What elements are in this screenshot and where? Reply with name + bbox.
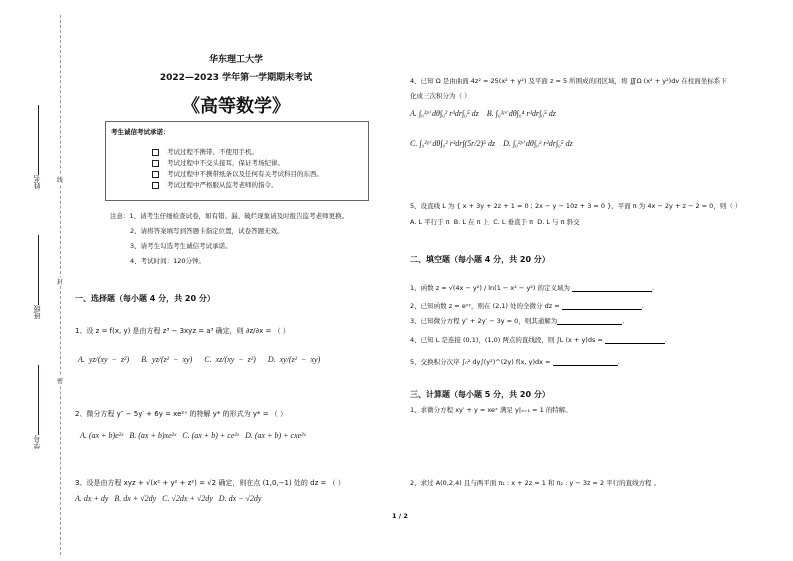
q5-option-c: C. L 垂直于 π	[493, 218, 534, 226]
note-2: 2、请将答案填写到答题卡指定位置，试卷答题无效。	[130, 227, 284, 235]
fill-text: 5、交换积分次序 ∫₀² dy∫(y²)^(2y) f(x, y)dx =	[410, 358, 551, 366]
q2-option-b: B. (ax + b)xe²ˣ	[129, 431, 177, 440]
fill-text: 3、已知微分方程 y″ + 2y′ − 3y = 0，则其通解为	[410, 317, 558, 325]
q1-option-b: B. yz/(z² − xy)	[141, 355, 193, 364]
q5-option-b: B. L 在 π 上	[453, 218, 490, 226]
pledge-item[interactable]	[152, 169, 323, 180]
pledge-item[interactable]	[152, 180, 323, 191]
fill-item-4: 4、已知 L 是连接 (0,1)，(1,0) 两点的直线段，则 ∫L (x + y)ds = .	[410, 336, 668, 344]
checkbox[interactable]	[152, 171, 159, 178]
q4-option-c: C. ∫₀²ᵖⁱ dθ∫₀² r³dr∫(5r/2)⁵ dz	[410, 139, 496, 148]
fill-text: 2、已知函数 z = eˣʸ，则在 (2,1) 处的全微分 dz =	[410, 302, 560, 310]
checkbox[interactable]	[152, 160, 159, 167]
q3-option-b: B. dx + √2dy	[114, 494, 157, 503]
seal-char-1: 线	[57, 177, 64, 184]
answer-blank[interactable]	[572, 284, 652, 292]
fill-item-2: 2、已知函数 z = eˣʸ，则在 (2,1) 处的全微分 dz = .	[410, 302, 644, 310]
q2-option-d: D. (ax + b) + cxe²ˣ	[245, 431, 306, 440]
q4-option-a: A. ∫₀²ᵖⁱ dθ∫₀² r³dr∫₀⁵ dz	[410, 109, 479, 118]
q5-option-d: D. L 与 π 斜交	[537, 218, 580, 226]
calc-item-2: 2、求过 A(0,2,4) 且与两平面 π₁ : x + 2z = 1 和 π₂ : y − 3z = 2 平行的直线方程 。	[410, 479, 661, 487]
university-name: 华东理工大学	[208, 55, 263, 65]
q3-option-c: C. √2dx + √2dy	[162, 494, 213, 503]
exam-term: 2022—2023 学年第一学期期末考试	[159, 73, 313, 83]
course-title: 《高等数学》	[182, 96, 290, 117]
note-4: 4、考试时间：120分钟。	[130, 257, 206, 265]
q5-text: 5、设直线 L 为 { x + 3y + 2z + 1 = 0 ; 2x − y − 10z + 3 = 0 }，平面 π 为 4x − 2y + z − 2 = 0，则（ ）	[410, 202, 742, 210]
q2-option-c: C. (ax + b) + ce²ˣ	[182, 431, 240, 440]
pledge-box	[105, 121, 369, 201]
q2-option-a: A. (ax + b)e²ˣ	[80, 431, 124, 440]
fill-item-1: 1、函数 z = √(4x − y²) / ln(1 − x² − y²) 的定义域为 .	[410, 284, 655, 292]
pledge-title: 考生诚信考试承诺：	[111, 128, 170, 136]
pledge-item[interactable]	[152, 147, 323, 158]
id-line	[38, 365, 39, 435]
q3-option-a: A. dx + dy	[75, 494, 109, 503]
note-1: 注意：1、请考生仔细检查试卷，如有错、漏、破烂现象请及时报告监考老师更换。	[110, 212, 349, 220]
fill-text: 1、函数 z = √(4x − y²) / ln(1 − x² − y²) 的定义域为	[410, 284, 571, 292]
checkbox[interactable]	[152, 149, 159, 156]
seal-char-3: 密	[57, 378, 64, 385]
q1-option-d: D. xy/(z² − xy)	[267, 355, 321, 364]
name-label: 姓名	[33, 175, 41, 189]
pledge-text: 考试过程中不交头接耳，保证考场纪律。	[167, 159, 284, 167]
answer-blank[interactable]	[605, 336, 665, 344]
checkbox[interactable]	[152, 182, 159, 189]
q5-option-a: A. L 平行于 π	[410, 218, 450, 226]
q3-text: 3、设是由方程 xyz + √(x² + y² + z²) = √2 确定，则在点 (1,0,−1) 处的 dz = （ ）	[75, 479, 345, 487]
answer-blank[interactable]	[562, 302, 642, 310]
fill-item-3: 3、已知微分方程 y″ + 2y′ − 3y = 0，则其通解为 .	[410, 317, 625, 325]
id-label: 学号	[33, 435, 41, 449]
q2-text: 2、微分方程 y″ − 5y′ + 6y = xe²ˣ 的特解 y* 的形式为 y* = （ ）	[75, 410, 288, 418]
class-line	[38, 235, 39, 305]
q3-option-d: D. dx − √2dy	[218, 494, 262, 503]
q4-option-d: D. ∫₀²ᵖⁱ dθ∫₀² r²dr∫₀⁵ dz	[503, 139, 573, 148]
section-3-title: 三、计算题（每小题 5 分，共 20 分）	[410, 390, 550, 399]
q4-option-b: B. ∫₀²ᵖⁱ dθ∫₀⁴ r³dr∫₀⁵ dz	[486, 109, 556, 118]
q1-option-c: C. xz/(xy − z²)	[204, 355, 256, 364]
seal-char-2: 封	[57, 279, 64, 286]
q4-text: 4、已知 Ω 是由曲面 4z² = 25(x² + y²) 及平面 z = 5 所围成的闭区域，将 ∭Ω (x² + y²)dv 在柱面坐标系下	[410, 77, 727, 85]
pledge-text: 考试过程不携带、不使用手机。	[167, 148, 258, 156]
page-number: 1 / 2	[392, 512, 408, 520]
name-line	[38, 105, 39, 175]
answer-blank[interactable]	[557, 317, 622, 325]
note-3: 3、请考生勾选考生诚信考试承诺。	[130, 242, 232, 250]
calc-item-1: 1、求微分方程 xy′ + y = xeˣ 满足 y|ₓ₌₁ = 1 的特解。	[410, 406, 572, 414]
pledge-item[interactable]	[152, 158, 323, 169]
section-2-title: 二、填空题（每小题 4 分，共 20 分）	[410, 255, 550, 264]
class-label: 班级	[33, 305, 41, 319]
pledge-text: 考试过程中不携带纸条以及任何有关考试科目的东西。	[167, 170, 323, 178]
fill-item-5: 5、交换积分次序 ∫₀² dy∫(y²)^(2y) f(x, y)dx = .	[410, 358, 620, 366]
q1-option-a: A. yz/(xy − z²)	[78, 355, 130, 364]
fill-text: 4、已知 L 是连接 (0,1)，(1,0) 两点的直线段，则 ∫L (x + y)ds =	[410, 336, 603, 344]
q1-text: 1、设 z = f(x, y) 是由方程 z³ − 3xyz = a³ 确定，则 ∂z/∂x = （ ）	[75, 327, 290, 335]
section-1-title: 一、选择题（每小题 4 分，共 20 分）	[75, 294, 215, 303]
pledge-text: 考试过程中严格服从监考老师的指令。	[167, 181, 278, 189]
q4-text-2: 化成三次积分为（ ）	[410, 92, 471, 100]
answer-blank[interactable]	[553, 358, 618, 366]
